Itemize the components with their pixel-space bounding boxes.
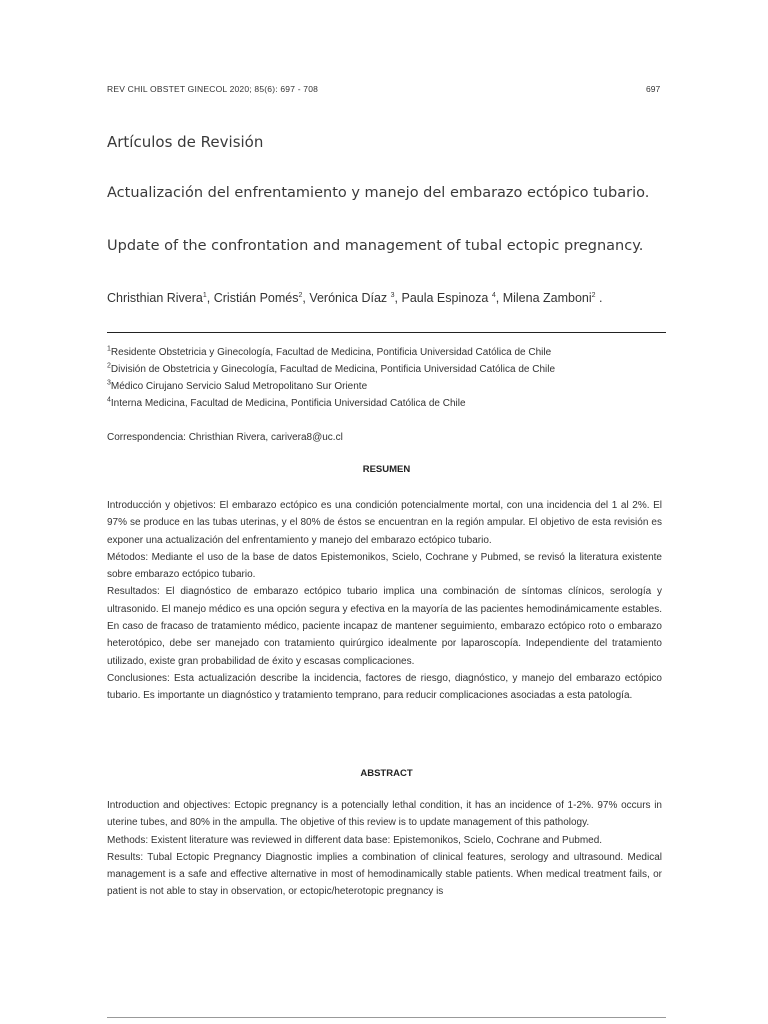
affiliation-text: Médico Cirujano Servicio Salud Metropolitano Sur Oriente [110, 381, 368, 392]
page-number: 697 [646, 84, 661, 94]
footer-divider [107, 1017, 666, 1018]
author-name: , Paula Espinoza [394, 291, 492, 305]
article-title-english: Update of the confrontation and management of tubal ectopic pregnancy. [107, 238, 644, 254]
author-affiliation-mark: 2 [298, 291, 303, 299]
header-divider [107, 332, 666, 333]
abstract-paragraph: Methods: Existent literature was reviewed in different data base: Epistemonikos, Scielo, Cochrane and Pubmed. [107, 834, 603, 846]
abstract-paragraph: Results: Tubal Ectopic Pregnancy Diagnostic implies a combination of clinical features, serology and ultrasound. Medical management is a safe and effective alternative in most of hemodinamically stable patients. When medical treatment fails, or patient is not able to stay in observation, or ectopic/heterotopic pregnancy is [107, 851, 662, 898]
author-affiliation-mark: 1 [202, 291, 207, 299]
author-name: , Cristián Pomés [206, 291, 299, 305]
affiliation [107, 364, 555, 375]
affiliation-number: 3 [107, 379, 111, 387]
journal-citation: REV CHIL OBSTET GINECOL 2020; 85(6): 697 - 708 [107, 84, 319, 94]
resumen-heading: RESUMEN [362, 464, 411, 475]
affiliation-text: Residente Obstetricia y Ginecología, Facultad de Medicina, Pontificia Universidad Católica de Chile [110, 347, 552, 358]
article-title-spanish: Actualización del enfrentamiento y manejo del embarazo ectópico tubario. [107, 185, 650, 201]
affiliation-text: División de Obstetricia y Ginecología, Facultad de Medicina, Pontificia Universidad Católica de Chile [110, 364, 556, 375]
resumen-paragraph: Resultados: El diagnóstico de embarazo ectópico tubario implica una combinación de síntomas clínicos, serología y ultrasonido. El manejo médico es una opción segura y efectiva en la mayoría de las pacientes hemodinámicamente estables. En caso de fracaso de tratamiento médico, paciente incapaz de mantener seguimiento, embarazo ectópico roto o embarazo heterotópico, debe ser manejado con tratamiento quirúrgico idealmente por laparoscopía. Independiente del tratamiento utilizado, existe gran probabilidad de éxito y escasas complicaciones. [107, 586, 662, 667]
affiliation-number: 4 [107, 396, 111, 404]
affiliation-number: 2 [107, 362, 111, 370]
resumen-paragraph: Métodos: Mediante el uso de la base de datos Epistemonikos, Scielo, Cochrane y Pubmed, se revisó la literatura existente sobre embarazo ectópico tubario. [107, 551, 662, 581]
affiliation [107, 398, 466, 409]
author-list [107, 290, 627, 306]
author-list-end: . [595, 291, 603, 305]
author-affiliation-mark: 3 [390, 291, 395, 299]
affiliation [107, 347, 551, 358]
author-affiliation-mark: 4 [491, 291, 496, 299]
author-affiliation-mark: 2 [591, 291, 596, 299]
author-name: , Milena Zamboni [495, 291, 592, 305]
affiliation-text: Interna Medicina, Facultad de Medicina, Pontificia Universidad Católica de Chile [110, 398, 466, 409]
author-name: , Verónica Díaz [302, 291, 391, 305]
correspondence: Correspondencia: Christhian Rivera, carivera8@uc.cl [107, 432, 343, 443]
resumen-body [107, 497, 662, 705]
resumen-paragraph: Introducción y objetivos: El embarazo ectópico es una condición potencialmente mortal, con una incidencia del 1 al 2%. El 97% se produce en las tubas uterinas, y el 80% de éstos se encuentran en la región ampular. El objetivo de esta revisión es exponer una actualización del enfrentamiento y manejo del embarazo ectópico tubario. [107, 500, 662, 546]
affiliation-number: 1 [107, 345, 111, 353]
abstract-paragraph: Introduction and objectives: Ectopic pregnancy is a potencially lethal condition, it has an incidence of 1-2%. 97% occurs in uterine tubes, and 80% in the ampulla. The objetive of this review is to update management of this pathology. [107, 800, 662, 829]
resumen-paragraph: Conclusiones: Esta actualización describe la incidencia, factores de riesgo, diagnóstico, y manejo del embarazo ectópico tubario. Es importante un diagnóstico y tratamiento temprano, para reducir complicaciones asociadas a esta patología. [107, 672, 662, 702]
section-title: Artículos de Revisión [107, 133, 264, 151]
author-name: Christhian Rivera [107, 291, 203, 305]
affiliation [107, 381, 367, 392]
abstract-body [107, 797, 662, 901]
abstract-heading: ABSTRACT [360, 768, 413, 779]
